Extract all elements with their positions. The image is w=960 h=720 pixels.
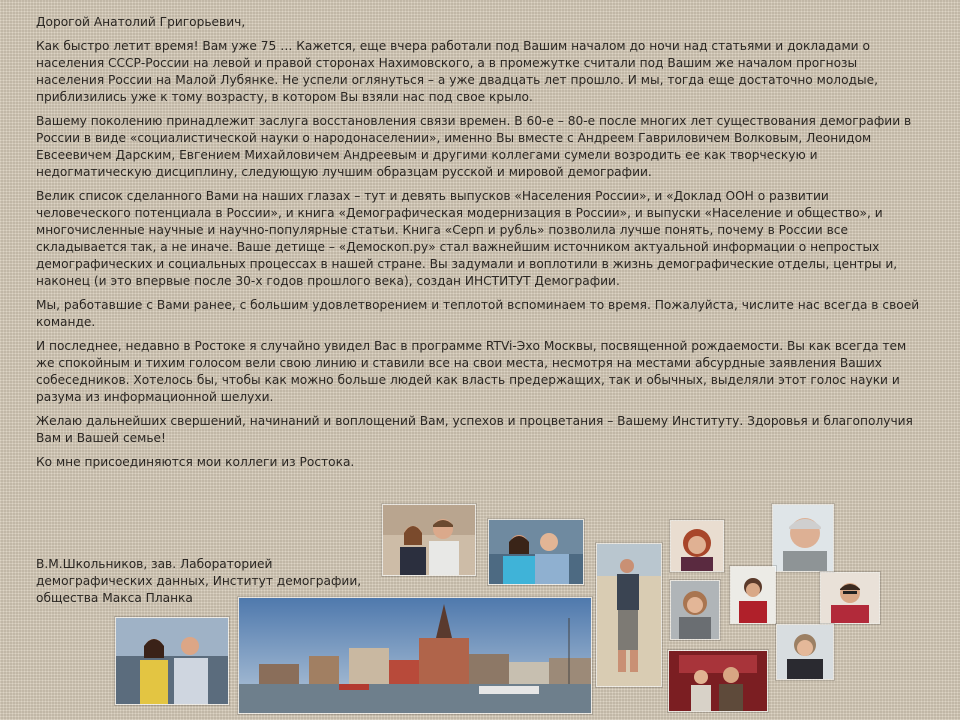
letter-paragraph: Желаю дальнейших свершений, начинаний и воплощений Вам, успехов и процветания – Вашему Институту. Здоровья и благополучия Вам и Вашей семье! <box>36 414 913 445</box>
photo-man-walking <box>596 543 662 687</box>
photo-couple-1 <box>382 504 476 576</box>
signature-line: демографических данных, Институт демографии, <box>36 574 362 588</box>
photo-couple-2 <box>488 519 584 585</box>
signature-line: В.М.Школьников, зав. Лабораторией <box>36 557 273 571</box>
letter-paragraph: Как быстро летит время! Вам уже 75 … Кажется, еще вчера работали под Вашим началом до ночи над статьями и докладами о населения СССР-России на левой и правой сторонах Нахимовского, а в промежутке считали под Вашим же началом прогнозы населения России на Малой Лубянке. Не успели оглянуться – а уже двадцать лет прошло. И мы, тогда еще достаточно молодые, приблизились уже к тому возрасту, в котором Вы взяли нас под свое крыло. <box>36 39 878 104</box>
photo-woman-red-hair <box>670 520 724 572</box>
letter-paragraph: Велик список сделанного Вами на наших глазах – тут и девять выпусков «Населения России», и «Доклад ООН о развитии человеческого потенциала в России», и книга «Демографическая модернизация в России», и выпуски «Население и общество», и многочисленные научные и научно-популярные статьи. Книга «Серп и рубль» позволила лучше понять, почему в России все складывается так, а не иначе. Ваше детище – «Демоскоп.ру» стал важнейшим источником актуальной информации о непростых демографических и социальных процессах в нашей стране. Вы задумали и воплотили в жизнь демографические отделы, центры и, наконец (и это впервые после 30-х годов прошлого века), создан ИНСТИТУТ Демографии. <box>36 189 898 288</box>
photo-man-glasses <box>820 572 880 624</box>
photo-grey-haired-man <box>772 504 834 572</box>
letter-paragraph: И последнее, недавно в Ростоке я случайно увидел Вас в программе RTVi-Эхо Москвы, посвященной рождаемости. Вы как всегда тем же спокойным и тихим голосом вели свою линию и ставили все на свои места, несмотря на местами абсурдные заявления Ваших собеседников. Хотелось бы, чтобы как можно больше людей как власть предержащих, так и обычных, выделяли этот голос науки и разума из информационной шелухи. <box>36 339 907 404</box>
photo-woman-blonde <box>670 580 720 640</box>
photo-rostock-panorama <box>238 597 592 714</box>
signature-line: общества Макса Планка <box>36 591 193 605</box>
letter-paragraph: Вашему поколению принадлежит заслуга восстановления связи времен. В 60-е – 80-е после многих лет существования демографии в России в виде «социалистической науки о народонаселении», именно Вы вместе с Андреем Гавриловичем Волковым, Леонидом Евсеевичем Дарским, Евгением Михайловичем Андреевым и другими коллегами сумели возродить ее как творческую и недогматическую дисциплину, следующую лучшим образцам русской и мировой демографии. <box>36 114 912 179</box>
letter-paragraph: Ко мне присоединяются мои коллеги из Ростока. <box>36 455 355 469</box>
photo-woman-dark-top <box>776 624 834 680</box>
letter-greeting: Дорогой Анатолий Григорьевич, <box>36 15 246 29</box>
photo-woman-red-shirt <box>730 566 776 624</box>
letter-body <box>36 14 924 478</box>
letter-paragraph: Мы, работавшие с Вами ранее, с большим удовлетворением и теплотой вспоминаем то время. Пожалуйста, числите нас всегда в своей команде. <box>36 298 920 329</box>
photo-couple-red-room <box>668 650 768 712</box>
photo-couple-seaside <box>115 617 229 705</box>
